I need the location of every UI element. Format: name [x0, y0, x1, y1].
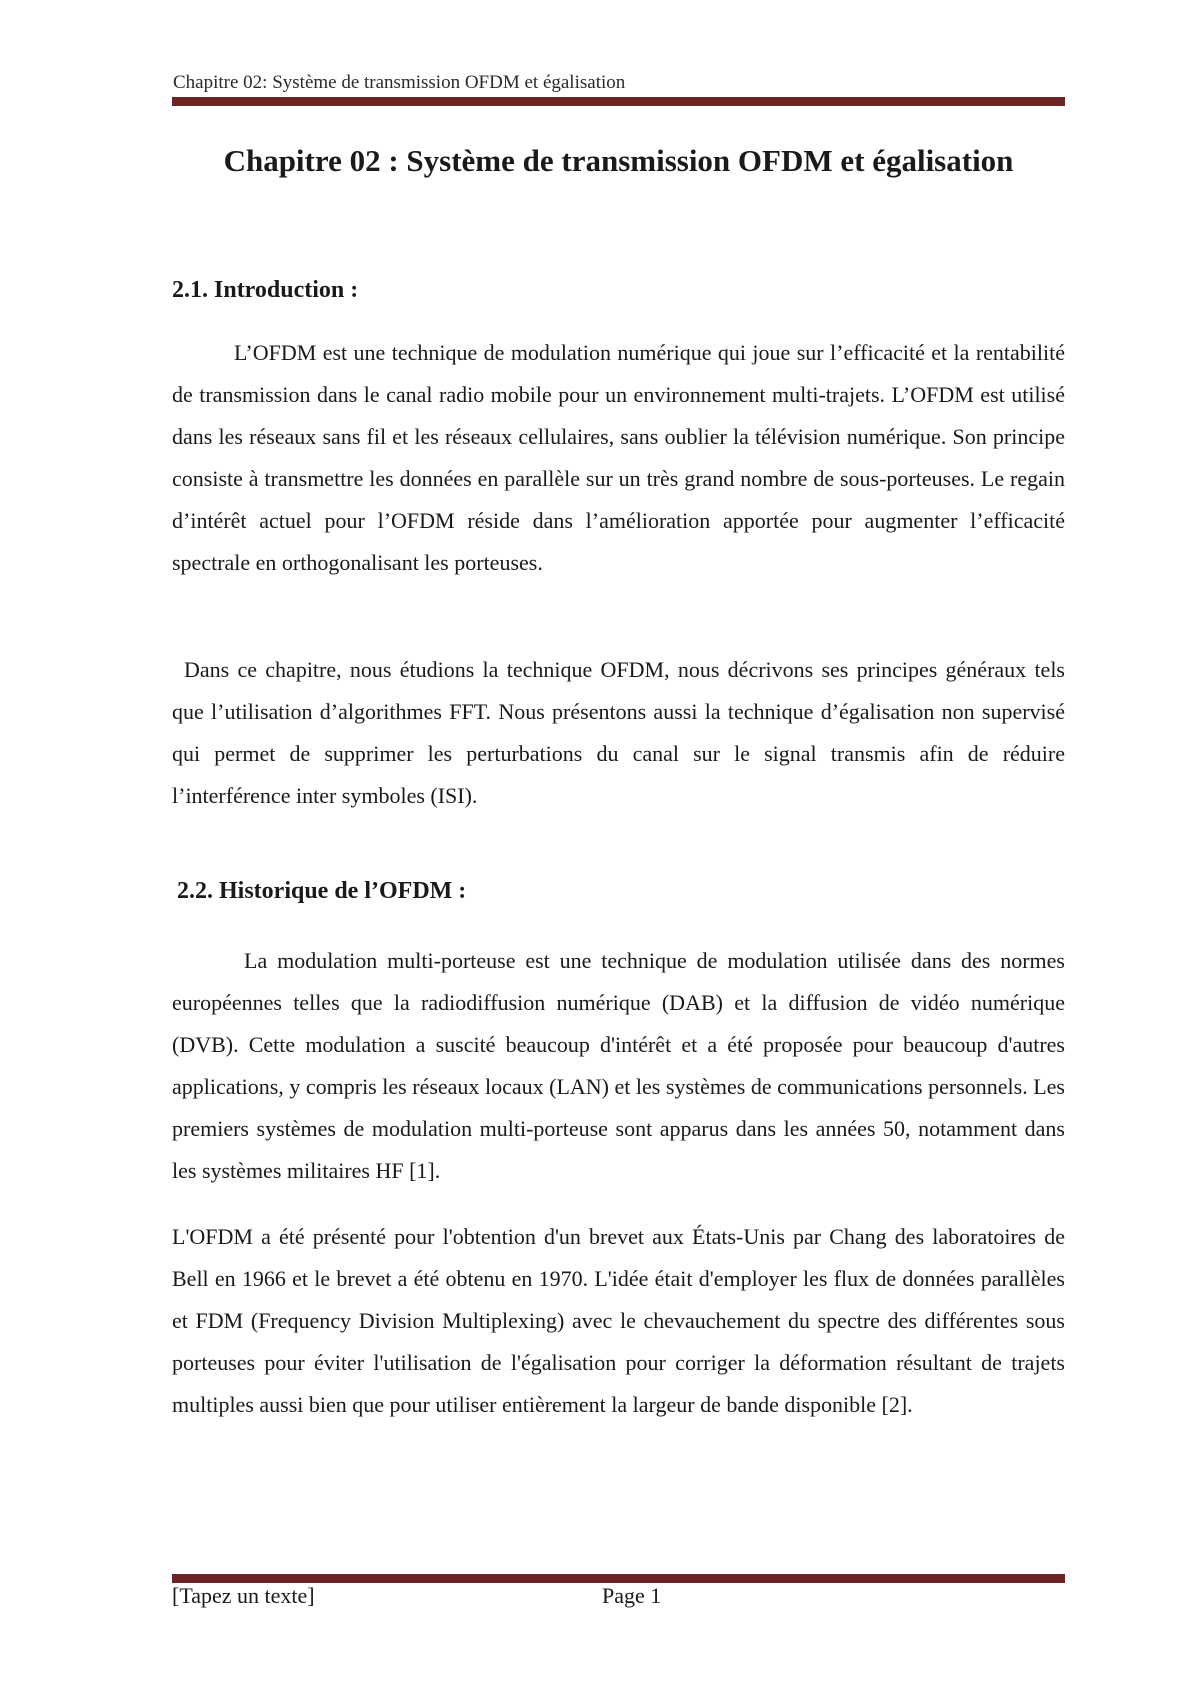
page-number: Page 1	[602, 1583, 662, 1608]
footer-rule	[172, 1574, 1065, 1583]
chapter-title: Chapitre 02 : Système de transmission OFDM et égalisation	[223, 143, 1014, 178]
paragraph-historique-1: La modulation multi-porteuse est une technique de modulation utilisée dans des normes européennes telles que la radiodiffusion numérique (DAB) et la diffusion de vidéo numérique (DVB). Cette modulation a suscité beaucoup d'intérêt et a été proposée pour beaucoup d'autres applications, y compris les réseaux locaux (LAN) et les systèmes de communications personnels. Les premiers systèmes de modulation multi-porteuse sont apparus dans les années 50, notamment dans les systèmes militaires HF [1].	[172, 948, 1065, 1183]
header-rule	[172, 97, 1065, 106]
running-header: Chapitre 02: Système de transmission OFDM et égalisation	[173, 72, 626, 93]
paragraph-historique-2: L'OFDM a été présenté pour l'obtention d'un brevet aux États-Unis par Chang des laboratoires de Bell en 1966 et le brevet a été obtenu en 1970. L'idée était d'employer les flux de données parallèles et FDM (Frequency Division Multiplexing) avec le chevauchement du spectre des différentes sous porteuses pour éviter l'utilisation de l'égalisation pour corriger la déformation résultant de trajets multiples aussi bien que pour utiliser entièrement la largeur de bande disponible [2].	[172, 1224, 1065, 1417]
section-heading-introduction: 2.1. Introduction :	[172, 277, 359, 303]
paragraph-introduction-1: L’OFDM est une technique de modulation numérique qui joue sur l’efficacité et la rentabilité de transmission dans le canal radio mobile pour un environnement multi-trajets. L’OFDM est utilisé dans les réseaux sans fil et les réseaux cellulaires, sans oublier la télévision numérique. Son principe consiste à transmettre les données en parallèle sur un très grand nombre de sous-porteuses. Le regain d’intérêt actuel pour l’OFDM réside dans l’amélioration apportée pour augmenter l’efficacité spectrale en orthogonalisant les porteuses.	[172, 340, 1065, 575]
section-heading-historique: 2.2. Historique de l’OFDM :	[177, 878, 467, 904]
footer-placeholder: [Tapez un texte]	[172, 1583, 315, 1608]
paragraph-introduction-2: Dans ce chapitre, nous étudions la technique OFDM, nous décrivons ses principes généraux tels que l’utilisation d’algorithmes FFT. Nous présentons aussi la technique d’égalisation non supervisé qui permet de supprimer les perturbations du canal sur le signal transmis afin de réduire l’interférence inter symboles (ISI).	[172, 657, 1065, 808]
